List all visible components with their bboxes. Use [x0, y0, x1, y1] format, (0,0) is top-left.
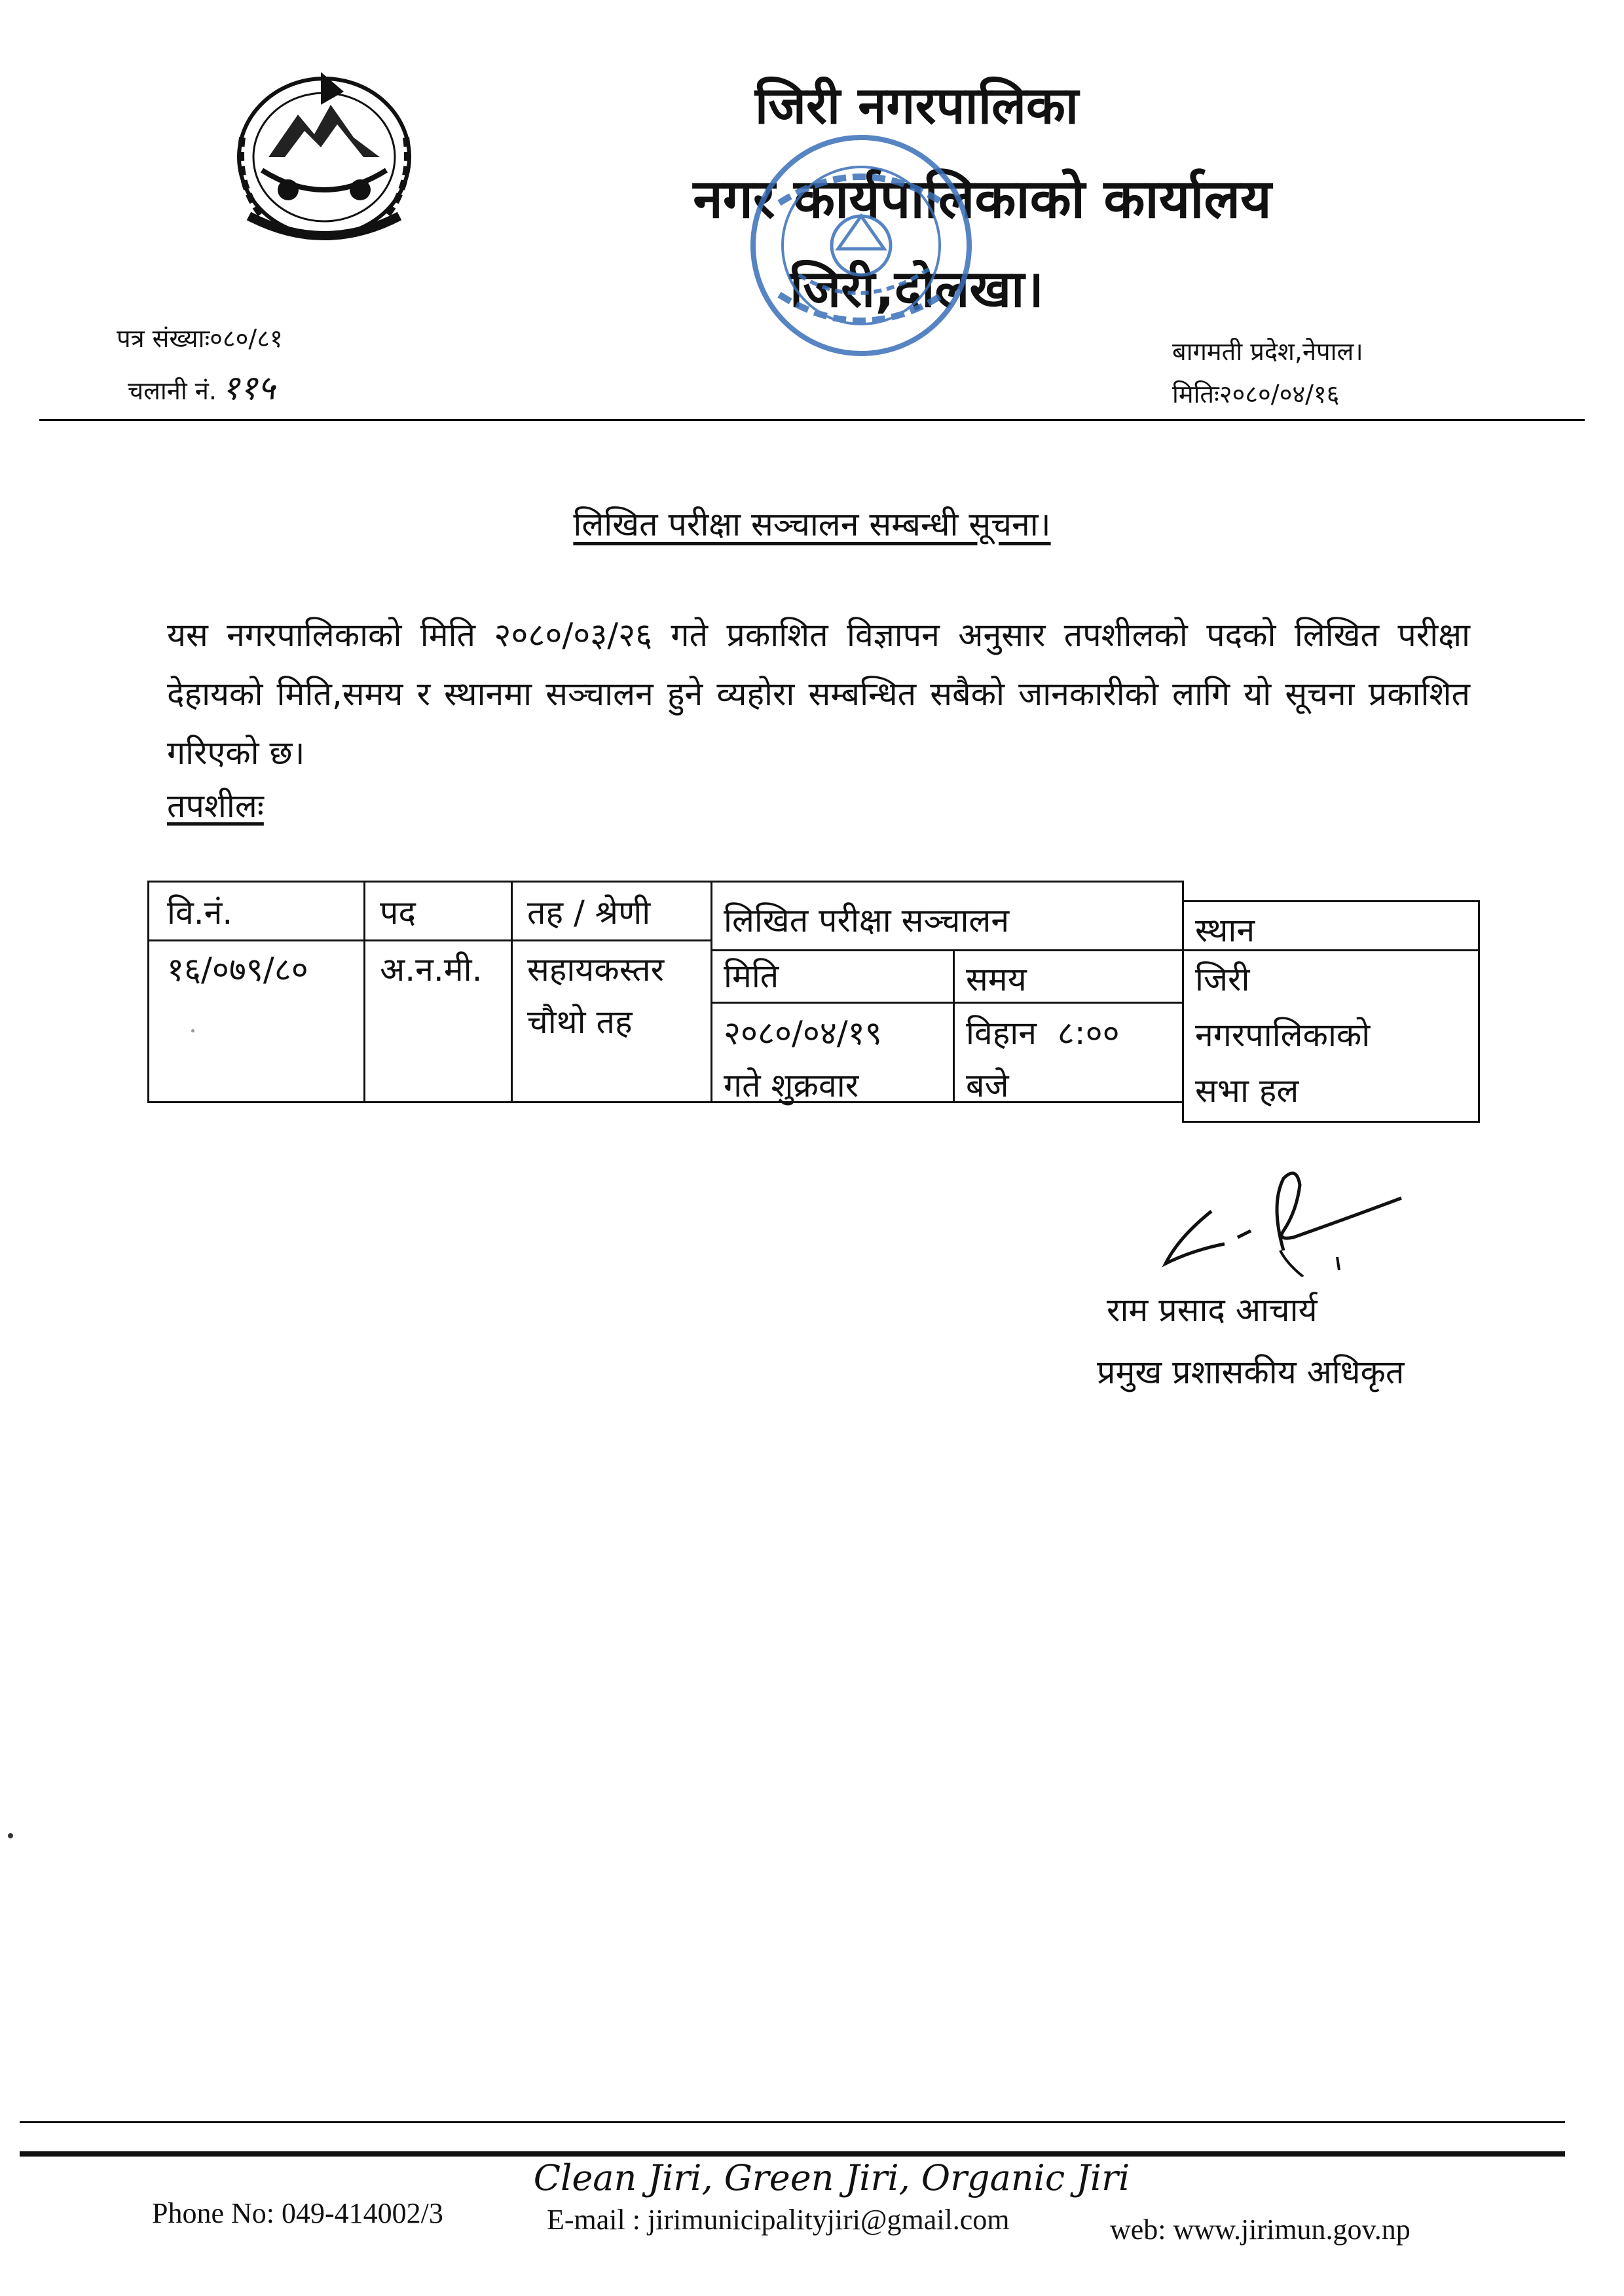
- exam-schedule-table: [147, 881, 1480, 1123]
- header-time: समय: [966, 960, 1027, 998]
- details-label: तपशीलः: [167, 787, 264, 825]
- row-time-line1: विहान ८:००: [966, 1014, 1120, 1052]
- dispatch-number: [128, 363, 275, 410]
- footer-slogan: Clean Jiri, Green Jiri, Organic Jiri: [533, 2157, 1130, 2198]
- footer-phone: Phone No: 049-414002/3: [152, 2197, 443, 2229]
- notice-body: यस नगरपालिकाको मिति २०८०/०३/२६ गते प्रकाशित विज्ञापन अनुसार तपशीलको पदको लिखित परीक्षा देहायको मिति,समय र स्थानमा सञ्चालन हुने व्यहोरा सम्बन्धित सबैको जानकारीको लागि यो सूचना प्रकाशित गरिएको छ।: [167, 616, 1470, 772]
- row-venue-line3: सभा हल: [1195, 1072, 1299, 1110]
- office-name: नगर कार्यपालिकाको कार्यालय: [693, 168, 1272, 230]
- handwritten-signature: [1153, 1165, 1414, 1277]
- footer-divider-thin: [20, 2121, 1565, 2123]
- office-location: जिरी,दोलखा।: [790, 260, 1044, 319]
- header-post: पद: [380, 894, 416, 932]
- letter-date: मितिः२०८०/०४/१६: [1172, 380, 1340, 409]
- row-level-line1: सहायकस्तर: [527, 951, 665, 989]
- header-exam: लिखित परीक्षा सञ्चालन: [724, 902, 1010, 939]
- row-level-line2: चौथो तह: [527, 1003, 633, 1041]
- municipal-office-seal-icon: [740, 124, 982, 367]
- scan-speck: [191, 1029, 194, 1032]
- municipality-name: जिरी नगरपालिका: [754, 77, 1079, 136]
- province-address: बागमती प्रदेश,नेपाल।: [1172, 337, 1363, 366]
- footer-email: E-mail : jirimunicipalityjiri@gmail.com: [547, 2204, 1010, 2236]
- row-adv-no: १६/०७९/८०: [167, 951, 308, 989]
- row-post: अ.न.मी.: [380, 951, 483, 989]
- row-time-line2: बजे: [966, 1066, 1009, 1104]
- dispatch-value: ११५: [221, 369, 276, 408]
- notice-title: लिखित परीक्षा सञ्चालन सम्बन्धी सूचना।: [573, 505, 1051, 543]
- header-level: तह / श्रेणी: [527, 894, 651, 932]
- scan-speck: [8, 1833, 13, 1838]
- footer-divider-thick: [20, 2151, 1565, 2157]
- row-venue-line1: जिरी: [1195, 960, 1250, 998]
- header-divider: [39, 419, 1585, 421]
- signatory-title: प्रमुख प्रशासकीय अधिकृत: [1097, 1353, 1405, 1391]
- header-adv-no: वि.नं.: [167, 894, 233, 932]
- footer-web: web: www.jirimun.gov.np: [1110, 2214, 1411, 2246]
- row-date-line2: गते शुक्रवार: [724, 1066, 859, 1104]
- header-date: मिति: [724, 957, 779, 995]
- header-venue: स्थान: [1195, 911, 1255, 949]
- row-date-line1: २०८०/०४/१९: [724, 1014, 882, 1052]
- signatory-name: राम प्रसाद आचार्य: [1107, 1291, 1318, 1329]
- reference-number: पत्र संख्याः०८०/८१: [117, 324, 283, 353]
- row-venue-line2: नगरपालिकाको: [1195, 1016, 1371, 1054]
- dispatch-label: चलानी नं.: [128, 376, 217, 405]
